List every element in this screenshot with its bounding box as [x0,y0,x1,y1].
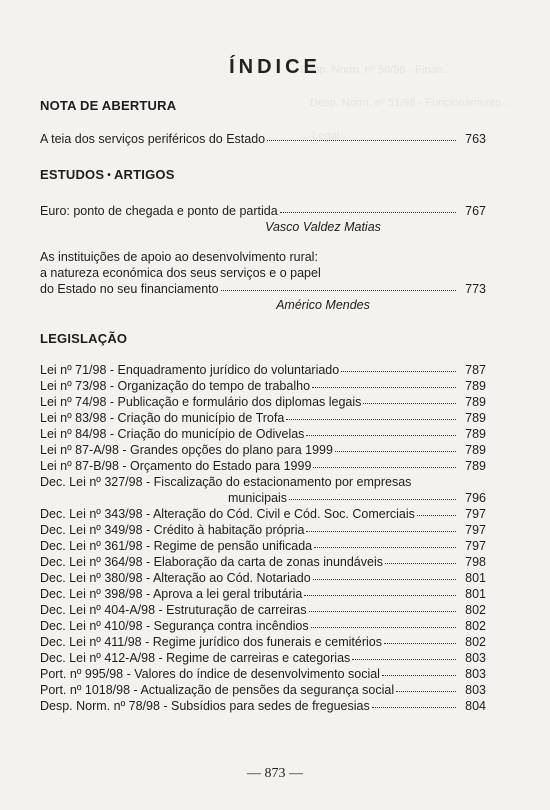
dot-leader [311,627,456,628]
entry-title-line: Dec. Lei nº 327/98 - Fiscalização do estacionamento por empresas [40,475,412,489]
dot-leader [335,451,456,452]
entry-title: Dec. Lei nº 412-A/98 - Regime de carreiras e categorias [40,651,351,665]
entry-page-number: 789 [465,427,486,441]
entry-page-number: 802 [465,603,486,617]
dot-leader [306,531,456,532]
heading-estudos: ESTUDOS [40,167,105,182]
entry-page-number: 796 [465,491,486,505]
toc-entry[interactable] [40,474,486,506]
entry-author: Vasco Valdez Matias [265,220,381,234]
entry-page-number: 767 [465,204,486,218]
toc-entry[interactable] [40,586,486,602]
toc-entry[interactable] [40,442,486,458]
toc-entry[interactable] [40,698,486,714]
entry-page-number: 803 [465,667,486,681]
entry-page-number: 789 [465,443,486,457]
legislation-list [40,362,486,714]
toc-entry[interactable] [40,666,486,682]
entry-title: Lei nº 71/98 - Enquadramento jurídico do voluntariado [40,363,340,377]
entry-page-number: 789 [465,411,486,425]
toc-entry[interactable] [40,378,486,394]
dot-leader [313,467,456,468]
toc-entry[interactable] [40,634,486,650]
entry-page-number: 802 [465,635,486,649]
entry-page-number: 789 [465,379,486,393]
entry-page-number: 798 [465,555,486,569]
dot-leader [385,563,456,564]
toc-entry[interactable] [40,203,486,235]
entry-title: Dec. Lei nº 404-A/98 - Estruturação de carreiras [40,603,307,617]
dot-leader [384,643,456,644]
entry-page-number: 773 [465,282,486,296]
bullet-icon: • [107,170,111,181]
dot-leader [309,611,457,612]
dot-leader [417,515,456,516]
dot-leader [341,371,456,372]
entry-page-number: 797 [465,523,486,537]
dot-leader [312,387,456,388]
dot-leader [304,595,456,596]
dot-leader [286,419,456,420]
entry-title: Dec. Lei nº 364/98 - Elaboração da carta de zonas inundáveis [40,555,383,569]
entry-page-number: 797 [465,539,486,553]
entry-page-number: 763 [465,132,486,146]
section-heading-estudos-artigos [40,167,175,182]
toc-entry[interactable] [40,538,486,554]
index-title: ÍNDICE [229,56,321,78]
dot-leader [382,675,456,676]
toc-entry[interactable] [40,426,486,442]
entry-title-line: a natureza económica dos seus serviços e o papel [40,266,321,280]
entry-title: Lei nº 74/98 - Publicação e formulário dos diplomas legais [40,395,362,409]
entry-title: Lei nº 83/98 - Criação do município de Trofa [40,411,285,425]
dot-leader [363,403,456,404]
entry-page-number: 797 [465,507,486,521]
dot-leader [372,707,456,708]
entry-title: Dec. Lei nº 410/98 - Segurança contra incêndios [40,619,309,633]
entry-title: A teia dos serviços periféricos do Estado [40,132,266,146]
section-heading-legislacao: LEGISLAÇÃO [40,331,128,346]
dot-leader [280,212,456,213]
entry-title: Dec. Lei nº 398/98 - Aprova a lei geral tributária [40,587,303,601]
entry-title: Dec. Lei nº 361/98 - Regime de pensão unificada [40,539,313,553]
entry-page-number: 789 [465,459,486,473]
entry-title: do Estado no seu financiamento [40,282,219,296]
toc-entry[interactable] [40,362,486,378]
entry-page-number: 803 [465,683,486,697]
entry-title: Dec. Lei nº 343/98 - Alteração do Cód. Civil e Cód. Soc. Comerciais [40,507,415,521]
entry-page-number: 789 [465,395,486,409]
entry-title: Euro: ponto de chegada e ponto de partida [40,204,278,218]
toc-entry[interactable] [40,394,486,410]
toc-entry[interactable] [40,522,486,538]
dot-leader [306,435,456,436]
entry-page-number: 801 [465,571,486,585]
dot-leader [313,579,456,580]
dot-leader [221,290,456,291]
entry-title: Port. nº 995/98 - Valores do índice de desenvolvimento social [40,667,380,681]
entry-page-number: 787 [465,363,486,377]
entry-title-line: As instituições de apoio ao desenvolvimento rural: [40,250,318,264]
toc-entry[interactable] [40,570,486,586]
toc-entry[interactable] [40,682,486,698]
dot-leader [314,547,456,548]
entry-page-number: 804 [465,699,486,713]
dot-leader [396,691,456,692]
entry-page-number: 801 [465,587,486,601]
heading-artigos: ARTIGOS [113,167,175,182]
entry-title: Lei nº 87-B/98 - Orçamento do Estado para 1999 [40,459,312,473]
dot-leader [352,659,456,660]
dot-leader [267,140,456,141]
toc-entry[interactable] [40,249,486,313]
entry-author: Américo Mendes [276,298,370,312]
section-heading-nota-de-abertura: NOTA DE ABERTURA [40,98,177,113]
toc-entry[interactable] [40,131,486,147]
toc-entry[interactable] [40,506,486,522]
dot-leader [289,499,456,500]
toc-entry[interactable] [40,602,486,618]
entry-title: Lei nº 73/98 - Organização do tempo de trabalho [40,379,311,393]
toc-entry[interactable] [40,458,486,474]
entry-title: Lei nº 84/98 - Criação do município de Odivelas [40,427,305,441]
index-page: Desp. Norm. nº 50/98 - Finan... Desp. Norm. nº 51/98 - Funcionamento... ... Legal ... ÍNDICE NOTA DE ABERTURA A teia dos serviços periféricos do Estado 763 ESTUDOS • ARTIGOS Euro: ponto de chegada e ponto de partida 767 Vasco Valdez Matias As instituições de apoio ao desenvolvimento rural: a natureza económica dos seus serviços e o papel do Estado no seu financiamento 773 Américo Mendes LEGISLAÇÃO Lei nº 71/98 - Enquadramento jurídico do voluntariado 787 Lei nº 73/98 - Organização do tempo de trabalho 789 Lei nº 74/98 - Publicação e formulário dos diplomas legais 789 Lei nº 83/98 - Criação do município de Trofa 789 Lei nº 84/98 - Criação do município de Odivelas 789 Lei nº 87-A/98 - Grandes opções do plano para 1999 789 Lei nº 87-B/98 - Orçamento do Estado para 1999 789 Dec. Lei nº 327/98 - Fiscalização do estacionamento por empresas municipais 796 Dec. Lei nº 343/98 - Alteração do Cód. Civil e Cód. Soc. Comerciais 797 Dec. Lei nº 349/98 - Crédito à habitação própria 797 Dec. Lei nº 361/98 - Regime de pensão unificada 797 Dec. Lei nº 364/98 - Elaboração da carta de zonas inundáveis 798 Dec. Lei nº 380/98 - Alteração ao Cód. Notariado 801 Dec. Lei nº 398/98 - Aprova a lei geral tributária 801 Dec. Lei nº 404-A/98 - Estruturação de carreiras 802 Dec. Lei nº 410/98 - Segurança contra incêndios 802 Dec. Lei nº 411/98 - Regime jurídico dos funerais e cemitérios 802 Dec. Lei nº 412-A/98 - Regime de carreiras e categorias 803 Port. nº 995/98 - Valores do índice de desenvolvimento social 803 Port. nº 1018/98 - Actualização de pensões da segurança social 803 Desp. Norm. nº 78/98 - Subsídios para sedes de freguesias 804 — 873 — [0,0,550,810]
entry-page-number: 803 [465,651,486,665]
entry-title: Dec. Lei nº 411/98 - Regime jurídico dos funerais e cemitérios [40,635,382,649]
toc-entry[interactable] [40,650,486,666]
entry-title: Dec. Lei nº 349/98 - Crédito à habitação própria [40,523,305,537]
entry-title: municipais [228,491,288,505]
toc-entry[interactable] [40,618,486,634]
entry-title: Desp. Norm. nº 78/98 - Subsídios para sedes de freguesias [40,699,370,713]
entry-title: Port. nº 1018/98 - Actualização de pensões da segurança social [40,683,395,697]
entry-page-number: 802 [465,619,486,633]
entry-title: Lei nº 87-A/98 - Grandes opções do plano para 1999 [40,443,333,457]
entry-title: Dec. Lei nº 380/98 - Alteração ao Cód. Notariado [40,571,311,585]
toc-entry[interactable] [40,554,486,570]
toc-entry[interactable] [40,410,486,426]
page-number-footer: — 873 — [247,766,303,781]
